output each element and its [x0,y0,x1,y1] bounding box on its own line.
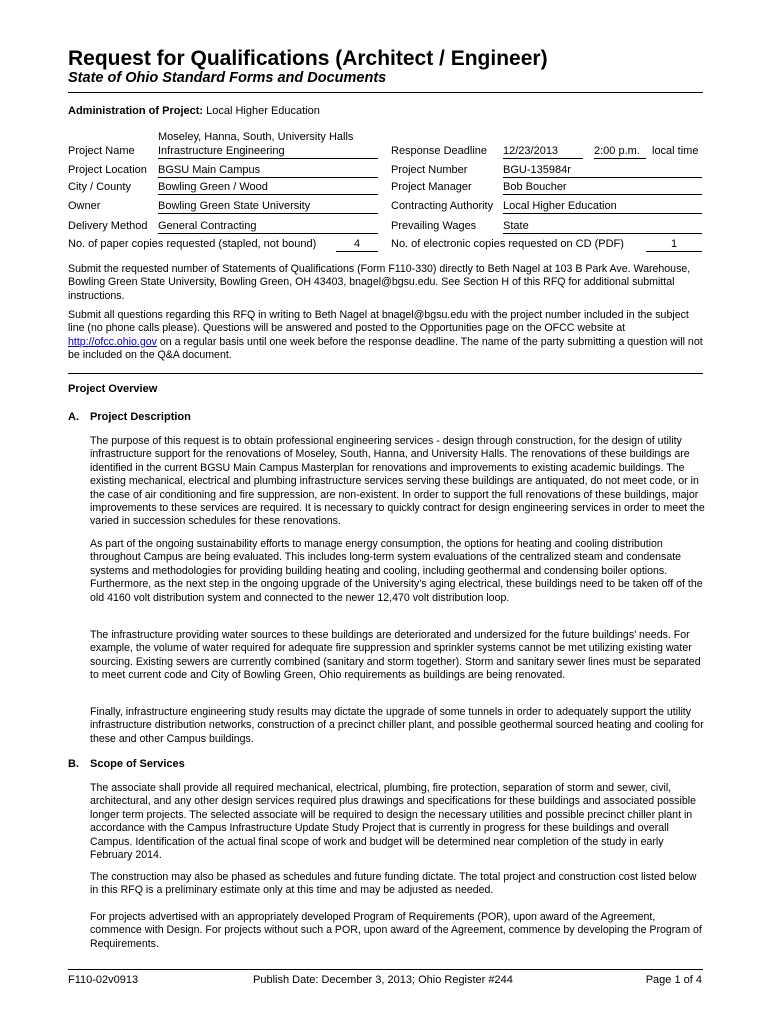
paper-copies-label: No. of paper copies requested (stapled, not bound) [68,238,317,250]
project-overview-heading: Project Overview [68,383,158,395]
contracting-authority-value: Local Higher Education [503,199,702,214]
paper-copies-value: 4 [336,237,378,252]
response-deadline-suffix: local time [652,145,699,157]
section-divider [68,373,703,374]
project-number-label: Project Number [391,164,468,176]
section-a-letter: A. [68,411,79,423]
scope-paragraph-3: For projects advertised with an appropriately developed Program of Requirements (POR), upon award of the Agreement, commence with Design. For projects without such a POR, upon award of the Agreement, commence by developing the Program of Requirements. [90,911,702,950]
questions-text-after: on a regular basis until one week before the response deadline. The name of the party submitting a question will not be included on the Q&A document. [68,335,703,362]
description-paragraph-1: The purpose of this request is to obtain professional engineering services - design through construction, for the design of utility infrastructure support for the renovations of Moseley, South, Hanna, and University Halls. The renovations of these buildings are identified in the current BGSU Main Campus Masterplan for renovations and improvements to existing academic buildings. The existing mechanical, electrical and plumbing infrastructure services serving these buildings are antiquated, do not meet code, or in the case of air conditioning and fire suppression, are non-existent. In order to support the full renovations of these buildings, major improvements to these services are required. It is necessary to quickly contract for design engineering services in order to meet the varied in succession schedules for these renovations. [90,435,705,528]
response-deadline-time: 2:00 p.m. [594,144,646,159]
description-paragraph-2: As part of the ongoing sustainability efforts to manage energy consumption, the options for heating and cooling distribution throughout Campus are being evaluated. This includes long-term system evaluations of the centralized steam and condensate systems and methodologies for providing building heating and cooling, including geothermal and condensing boiler options. Furthermore, as the next step in the ongoing upgrade of the University’s aging electrical, these buildings need to be taken off of the old 4160 volt distribution system and connected to the newer 12,470 volt distribution loop. [90,538,703,604]
footer-publish-date: Publish Date: December 3, 2013; Ohio Register #244 [253,974,513,986]
project-manager-value: Bob Boucher [503,180,702,195]
submit-paragraph: Submit the requested number of Statements of Qualifications (Form F110-330) directly to Beth Nagel at 103 B Park Ave. Warehouse, Bowling Green State University, Bowling Green, OH 43403, bnagel@bgsu.edu. See Section H of this RFQ for additional submittal instructions. [68,263,691,302]
project-name-line1: Moseley, Hanna, South, University Halls [158,131,354,143]
description-paragraph-4: Finally, infrastructure engineering study results may dictate the upgrade of some tunnels in order to adequately support the utility infrastructure distribution networks, construction of a precinct chiller plant, and possible geothermal sourced heating and cooling for these and other Campus buildings. [90,706,704,745]
response-deadline-date: 12/23/2013 [503,144,583,159]
section-b-letter: B. [68,758,79,770]
project-manager-label: Project Manager [391,181,472,193]
owner-value: Bowling Green State University [158,199,378,214]
footer-form-id: F110-02v0913 [68,974,139,986]
scope-paragraph-2: The construction may also be phased as schedules and future funding dictate. The total project and construction cost listed below in this RFQ is a preliminary estimate only at this time and may be adjusted as needed. [90,871,697,897]
contracting-authority-label: Contracting Authority [391,200,494,212]
city-county-label: City / County [68,181,131,193]
document-title: Request for Qualifications (Architect / Engineer) [68,47,548,70]
header-divider [68,92,703,93]
administration-value: Local Higher Education [206,105,320,117]
footer-divider [68,969,703,970]
project-location-label: Project Location [68,164,147,176]
project-name-label: Project Name [68,145,135,157]
section-b-heading: Scope of Services [90,758,185,770]
project-location-value: BGSU Main Campus [158,163,378,178]
project-name-line2: Infrastructure Engineering [158,144,378,159]
response-deadline-label: Response Deadline [391,145,488,157]
city-county-value: Bowling Green / Wood [158,180,378,195]
delivery-method-value: General Contracting [158,219,378,234]
prevailing-wages-label: Prevailing Wages [391,220,477,232]
description-paragraph-3: The infrastructure providing water sources to these buildings are deteriorated and undersized for the future buildings’ needs. For example, the volume of water required for adequate fire suppression and sprinkler systems cannot be met utilizing existing water sourcing. Existing sewers are currently combined (sanitary and storm together). Storm and sanitary sewer lines must be separated to meet current code and City of Bowling Green, Ohio requirements as buildings are being renovated. [90,629,701,682]
prevailing-wages-value: State [503,219,702,234]
electronic-copies-label: No. of electronic copies requested on CD (PDF) [391,238,624,250]
questions-text-before: Submit all questions regarding this RFQ in writing to Beth Nagel at bnagel@bgsu.edu with the project number included in the subject line (no phone calls please). Questions will be answered and posted to the Opportunities page on the OFCC website at [68,309,689,335]
electronic-copies-value: 1 [646,237,702,252]
section-a-heading: Project Description [90,411,191,423]
ofcc-website-link[interactable]: http://ofcc.ohio.gov [68,335,157,348]
scope-paragraph-1: The associate shall provide all required mechanical, electrical, plumbing, fire protection, separation of storm and sewer, civil, architectural, and any other design services required plus drawings and specifications for these buildings and associated possible longer term projects. The selected associate will be required to design the necessary utilities and possible precinct chiller plant in accordance with the Campus Infrastructure Update Study Project that is currently in progress for these buildings and overall Campus. Identification of the actual final scope of work and budget will be determined near completion of the study in early February 2014. [90,782,696,862]
owner-label: Owner [68,200,101,212]
document-subtitle: State of Ohio Standard Forms and Documents [68,70,387,86]
delivery-method-label: Delivery Method [68,220,148,232]
project-number-value: BGU-135984r [503,163,702,178]
questions-paragraph [68,309,705,363]
footer-page-number: Page 1 of 4 [645,974,702,986]
administration-label: Administration of Project: [68,105,204,117]
administration-line [68,104,320,118]
